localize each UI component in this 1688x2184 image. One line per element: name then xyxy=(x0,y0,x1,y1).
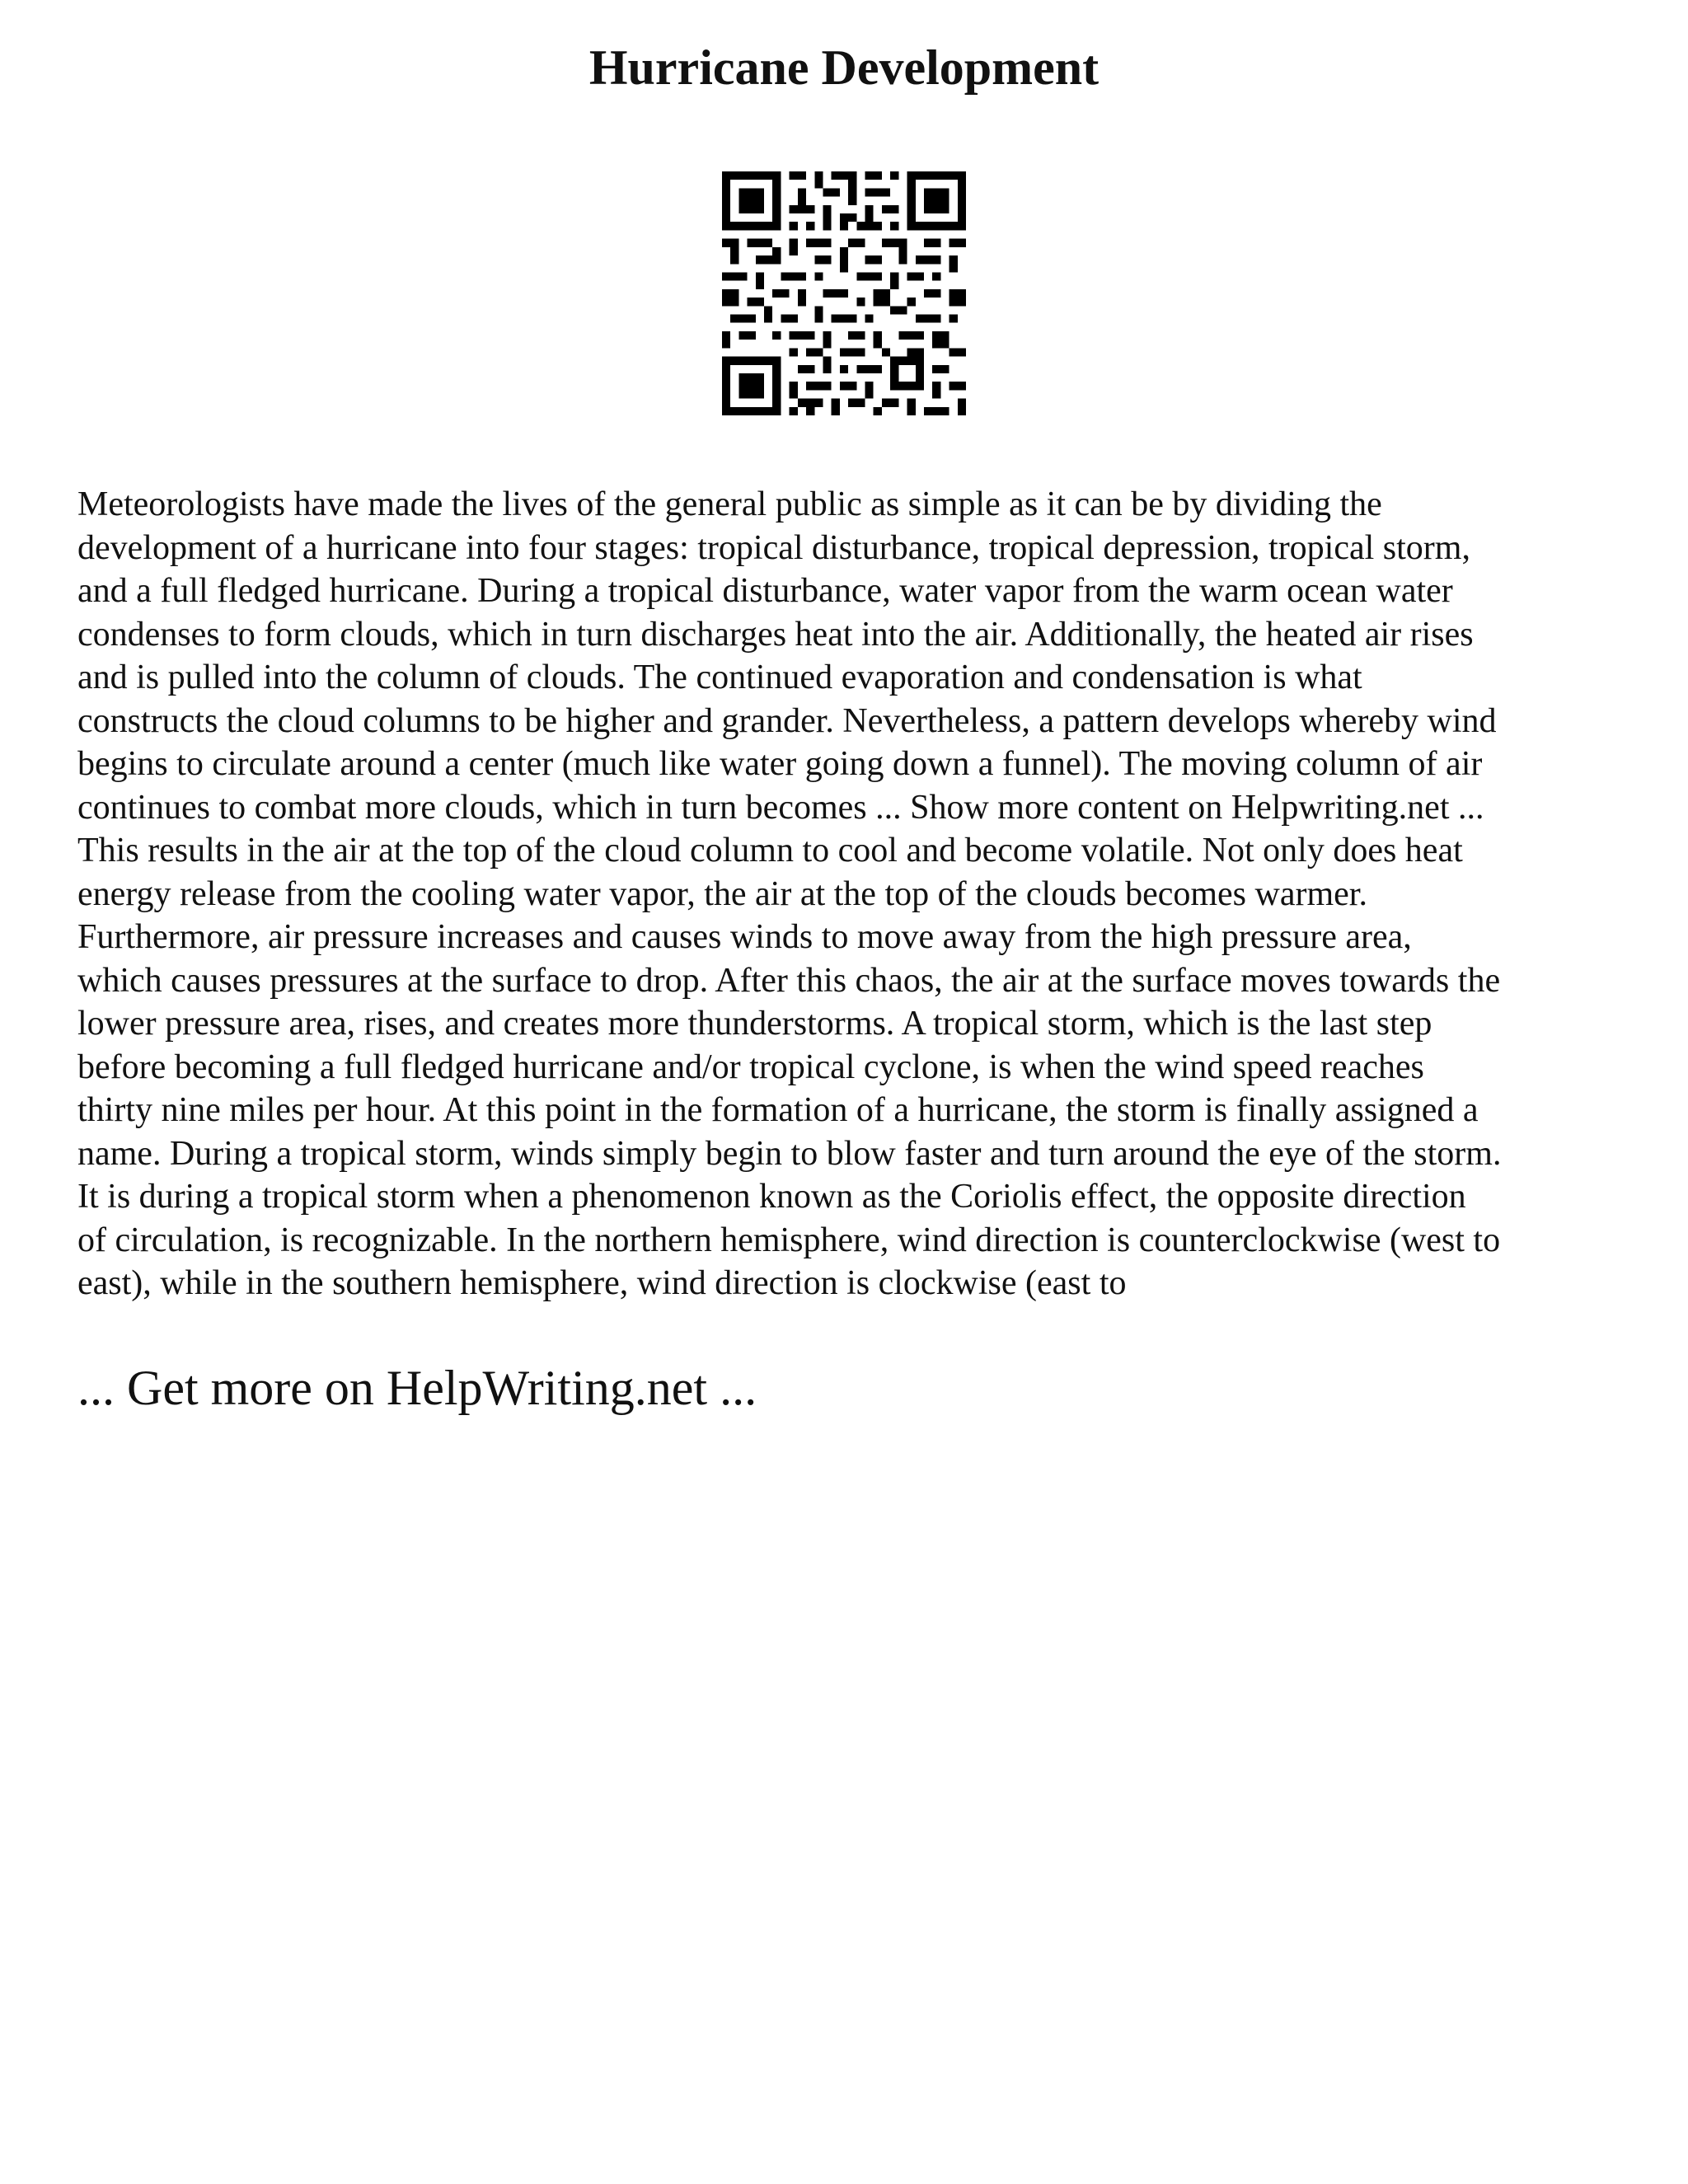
body-line: continues to combat more clouds, which in turn becomes ... Show more content on Helpwriting.net ... xyxy=(77,788,1484,827)
body-line: and is pulled into the column of clouds. The continued evaporation and condensation is what xyxy=(77,658,1362,696)
page-title: Hurricane Development xyxy=(588,40,1100,95)
body-line: name. During a tropical storm, winds simply begin to blow faster and turn around the eye of the storm. xyxy=(77,1134,1502,1173)
body-line: energy release from the cooling water vapor, the air at the top of the clouds becomes warmer. xyxy=(77,874,1367,913)
body-line: east), while in the southern hemisphere, wind direction is clockwise (east to xyxy=(77,1264,1127,1302)
body-line: This results in the air at the top of the cloud column to cool and become volatile. Not only does heat xyxy=(77,832,1463,869)
qr-code-icon xyxy=(722,171,966,415)
body-line: begins to circulate around a center (much like water going down a funnel). The moving column of air xyxy=(77,745,1483,783)
body-line: condenses to form clouds, which in turn discharges heat into the air. Additionally, the heated air rises xyxy=(77,615,1474,654)
get-more-link[interactable]: ... Get more on HelpWriting.net ... xyxy=(77,1361,757,1415)
body-line: development of a hurricane into four stages: tropical disturbance, tropical depression, tropical storm, xyxy=(77,528,1470,567)
body-line: which causes pressures at the surface to drop. After this chaos, the air at the surface moves towards the xyxy=(77,961,1501,1000)
body-line: before becoming a full fledged hurricane and/or tropical cyclone, is when the wind speed reaches xyxy=(77,1047,1424,1086)
body-line: Meteorologists have made the lives of the general public as simple as it can be by dividing the xyxy=(77,485,1382,523)
body-line: and a full fledged hurricane. During a tropical disturbance, water vapor from the warm ocean water xyxy=(77,572,1453,610)
qr-code xyxy=(722,171,966,415)
body-line: of circulation, is recognizable. In the northern hemisphere, wind direction is counterclockwise (west to xyxy=(77,1221,1501,1259)
body-line: lower pressure area, rises, and creates more thunderstorms. A tropical storm, which is the last step xyxy=(77,1005,1432,1043)
body-line: constructs the cloud columns to be higher and grander. Nevertheless, a pattern develops whereby wind xyxy=(77,701,1497,740)
article-body xyxy=(77,483,1627,1305)
body-line: It is during a tropical storm when a phenomenon known as the Coriolis effect, the opposite direction xyxy=(77,1178,1466,1216)
body-line: thirty nine miles per hour. At this point in the formation of a hurricane, the storm is finally assigned a xyxy=(77,1091,1479,1129)
body-line: Furthermore, air pressure increases and causes winds to move away from the high pressure area, xyxy=(77,918,1412,956)
